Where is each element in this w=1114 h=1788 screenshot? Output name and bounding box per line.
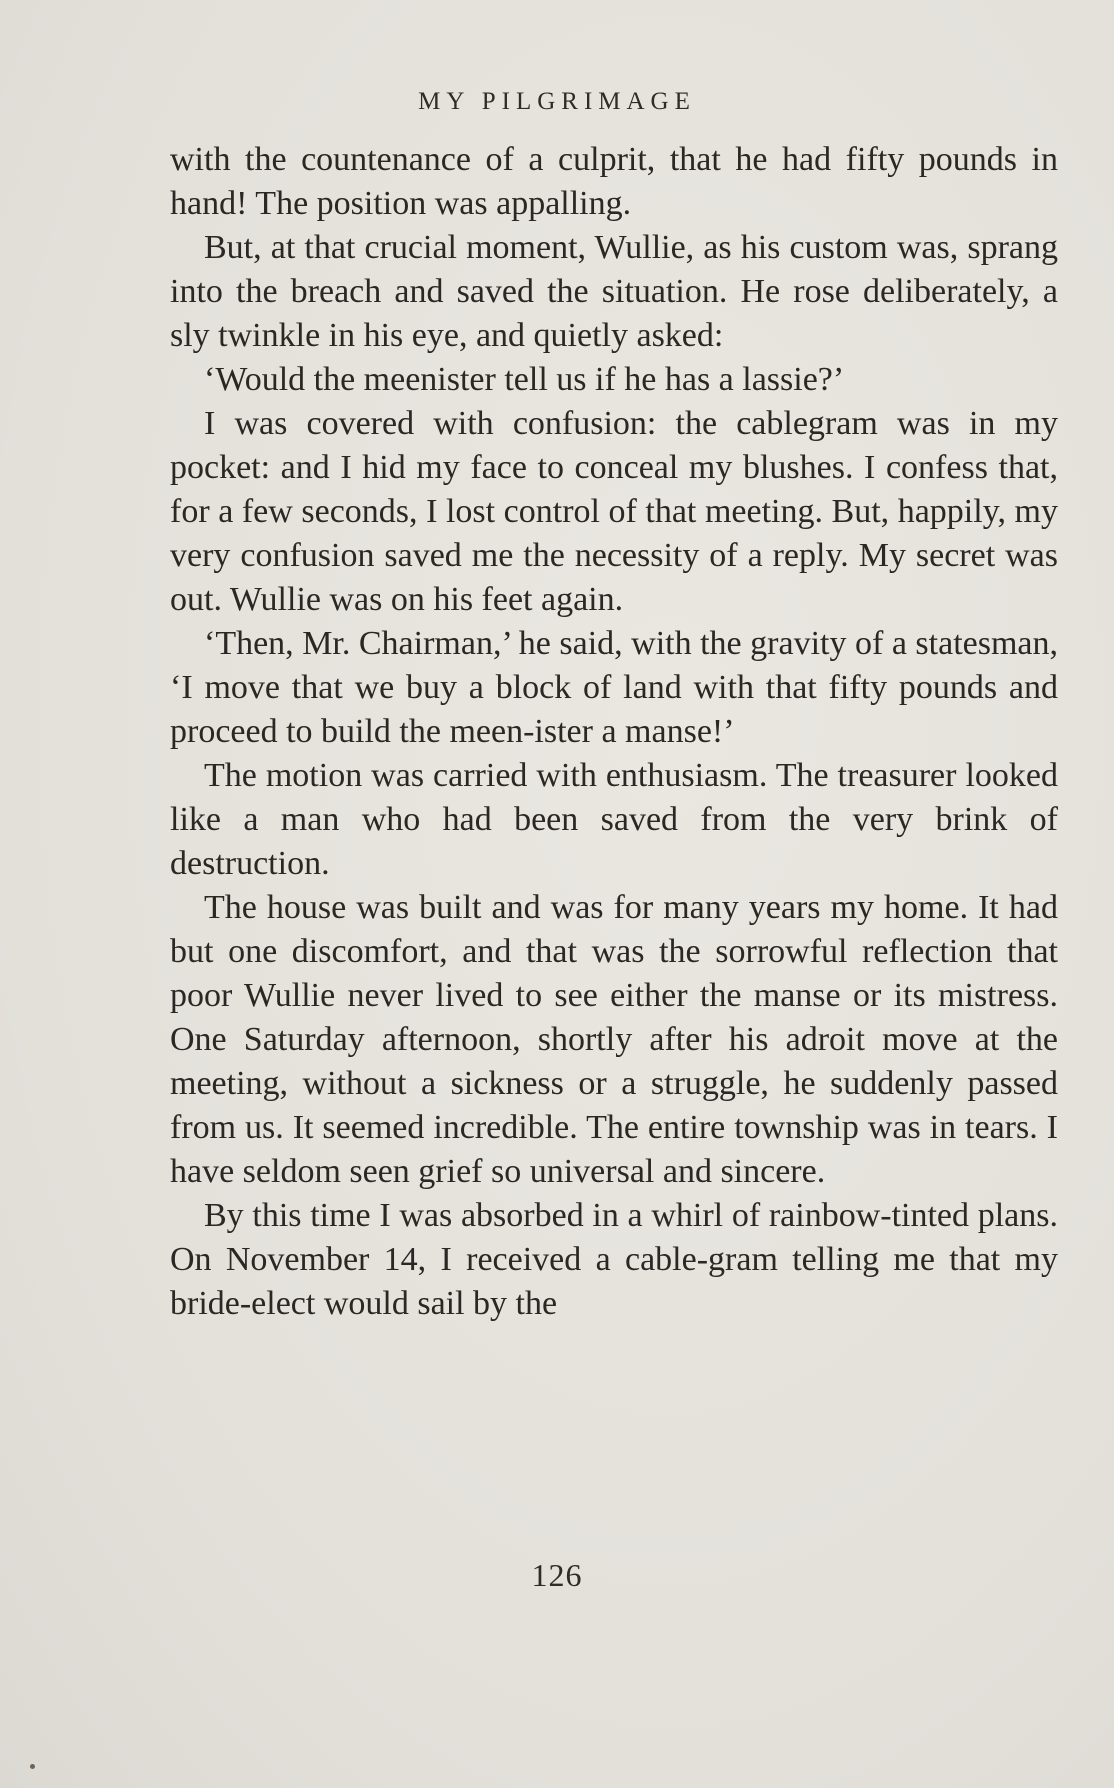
- paragraph-5: ‘Then, Mr. Chairman,’ he said, with the gravity of a statesman, ‘I move that we buy a block of land with that fifty pounds and proceed to build the meen-ister a manse!’: [170, 625, 1058, 750]
- paper-speck: [30, 1764, 35, 1769]
- paragraph-7: The house was built and was for many years my home. It had but one discomfort, and that was the sorrowful reflection that poor Wullie never lived to see either the manse or its mistress. One Saturday afternoon, shortly after his adroit move at the meeting, without a sickness or a struggle, he suddenly passed from us. It seemed incredible. The entire township was in tears. I have seldom seen grief so universal and sincere.: [170, 889, 1058, 1190]
- paragraph-8: By this time I was absorbed in a whirl of rainbow-tinted plans. On November 14, I received a cable-gram telling me that my bride-elect would sail by the: [170, 1197, 1058, 1322]
- page-number: 126: [531, 1557, 583, 1593]
- paragraph-1: with the countenance of a culprit, that he had fifty pounds in hand! The position was appalling.: [170, 141, 1058, 222]
- body-text: [170, 138, 1058, 1326]
- paragraph-3: ‘Would the meenister tell us if he has a lassie?’: [204, 361, 845, 398]
- paragraph-2: But, at that crucial moment, Wullie, as his custom was, sprang into the breach and saved the situation. He rose deliberately, a sly twinkle in his eye, and quietly asked:: [170, 229, 1058, 354]
- paragraph-4: I was covered with confusion: the cablegram was in my pocket: and I hid my face to conceal my blushes. I confess that, for a few seconds, I lost control of that meeting. But, happily, my very confusion saved me the necessity of a reply. My secret was out. Wullie was on his feet again.: [170, 405, 1058, 618]
- running-head: MY PILGRIMAGE: [418, 88, 696, 115]
- paragraph-6: The motion was carried with enthusiasm. The treasurer looked like a man who had been saved from the very brink of destruction.: [170, 757, 1058, 882]
